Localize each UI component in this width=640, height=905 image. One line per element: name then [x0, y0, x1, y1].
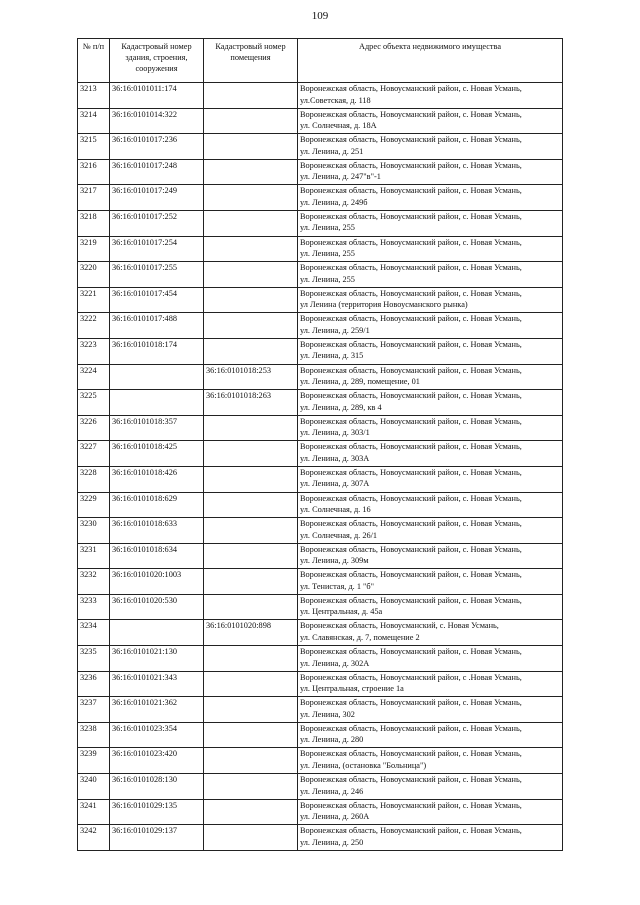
table-row	[78, 108, 563, 134]
cell-building-cadastral: 36:16:0101029:135	[110, 799, 204, 825]
cell-building-cadastral	[110, 390, 204, 416]
address-line: ул. Ленина, д. 246	[300, 786, 364, 796]
table-row	[78, 697, 563, 723]
cell-address	[298, 697, 563, 723]
cell-premises-cadastral	[204, 748, 298, 774]
table-header-row	[78, 39, 563, 83]
cell-address	[298, 390, 563, 416]
address-line: Воронежская область, Новоусманский район, с. Новая Усмань,	[300, 263, 522, 273]
header-premises-cadastral: Кадастровый номер помещения	[204, 39, 298, 83]
cell-address	[298, 569, 563, 595]
address-line: ул Ленина (территория Новоусманского рынка)	[300, 300, 468, 310]
cell-num: 3221	[78, 287, 110, 313]
cell-num: 3235	[78, 646, 110, 672]
cell-building-cadastral: 36:16:0101020:530	[110, 594, 204, 620]
cell-premises-cadastral	[204, 159, 298, 185]
cell-num: 3241	[78, 799, 110, 825]
cell-building-cadastral: 36:16:0101018:357	[110, 415, 204, 441]
address-line: ул. Тенистая, д. 1 "б"	[300, 581, 375, 591]
table-row	[78, 287, 563, 313]
address-line: ул. Славянская, д. 7, помещение 2	[300, 632, 420, 642]
cell-premises-cadastral	[204, 338, 298, 364]
cell-num: 3225	[78, 390, 110, 416]
cell-address	[298, 236, 563, 262]
cell-premises-cadastral	[204, 799, 298, 825]
cell-premises-cadastral	[204, 774, 298, 800]
cell-premises-cadastral	[204, 83, 298, 109]
address-line: Воронежская область, Новоусманский район, с. Новая Усмань,	[300, 519, 522, 529]
cell-premises-cadastral	[204, 415, 298, 441]
cell-building-cadastral	[110, 620, 204, 646]
address-line: ул. Ленина, д. 251	[300, 146, 364, 156]
cell-num: 3236	[78, 671, 110, 697]
cell-num: 3223	[78, 338, 110, 364]
table-row	[78, 594, 563, 620]
cell-address	[298, 646, 563, 672]
cell-premises-cadastral: 36:16:0101018:263	[204, 390, 298, 416]
table-row	[78, 518, 563, 544]
table-row	[78, 210, 563, 236]
address-line: Воронежская область, Новоусманский район, с. Новая Усмань,	[300, 186, 522, 196]
cell-address	[298, 415, 563, 441]
cell-premises-cadastral	[204, 185, 298, 211]
cell-premises-cadastral	[204, 466, 298, 492]
table-row	[78, 185, 563, 211]
cell-address	[298, 210, 563, 236]
address-line: ул. Ленина, д. 315	[300, 351, 364, 361]
cell-building-cadastral: 36:16:0101018:174	[110, 338, 204, 364]
cell-address	[298, 825, 563, 851]
address-line: Воронежская область, Новоусманский район, с. Новая Усмань,	[300, 826, 522, 836]
cell-num: 3218	[78, 210, 110, 236]
cell-address	[298, 466, 563, 492]
cell-address	[298, 671, 563, 697]
address-line: ул. Ленина, (остановка "Больница")	[300, 760, 427, 770]
address-line: Воронежская область, Новоусманский район, с .Новая Усмань,	[300, 672, 522, 682]
property-registry-table	[77, 38, 563, 851]
cell-num: 3216	[78, 159, 110, 185]
cell-premises-cadastral	[204, 287, 298, 313]
cell-building-cadastral: 36:16:0101020:1003	[110, 569, 204, 595]
address-line: Воронежская область, Новоусманский район, с. Новая Усмань,	[300, 775, 522, 785]
address-line: ул. Ленина, д. 302А	[300, 658, 370, 668]
cell-address	[298, 774, 563, 800]
table-row	[78, 671, 563, 697]
cell-num: 3229	[78, 492, 110, 518]
cell-premises-cadastral	[204, 108, 298, 134]
address-line: ул. Ленина, 255	[300, 249, 355, 259]
cell-building-cadastral	[110, 364, 204, 390]
cell-address	[298, 83, 563, 109]
address-line: Воронежская область, Новоусманский район, с. Новая Усмань,	[300, 391, 522, 401]
cell-premises-cadastral: 36:16:0101018:253	[204, 364, 298, 390]
address-line: Воронежская область, Новоусманский, с. Новая Усмань,	[300, 621, 499, 631]
address-line: Воронежская область, Новоусманский район, с. Новая Усмань,	[300, 211, 522, 221]
cell-building-cadastral: 36:16:0101014:322	[110, 108, 204, 134]
cell-num: 3233	[78, 594, 110, 620]
address-line: Воронежская область, Новоусманский район, с. Новая Усмань,	[300, 467, 522, 477]
cell-num: 3227	[78, 441, 110, 467]
cell-num: 3224	[78, 364, 110, 390]
table-row	[78, 646, 563, 672]
cell-premises-cadastral	[204, 518, 298, 544]
address-line: ул. Ленина, д. 260А	[300, 812, 370, 822]
address-line: Воронежская область, Новоусманский район, с. Новая Усмань,	[300, 800, 522, 810]
cell-building-cadastral: 36:16:0101017:454	[110, 287, 204, 313]
cell-address	[298, 492, 563, 518]
table-row	[78, 466, 563, 492]
address-line: ул. Ленина, д. 249б	[300, 197, 368, 207]
address-line: Воронежская область, Новоусманский район, с. Новая Усмань,	[300, 416, 522, 426]
cell-building-cadastral: 36:16:0101023:420	[110, 748, 204, 774]
cell-building-cadastral: 36:16:0101028:130	[110, 774, 204, 800]
cell-building-cadastral: 36:16:0101018:425	[110, 441, 204, 467]
cell-num: 3237	[78, 697, 110, 723]
cell-num: 3242	[78, 825, 110, 851]
address-line: ул. Ленина, д. 247"в"-1	[300, 172, 381, 182]
table-row	[78, 799, 563, 825]
cell-num: 3219	[78, 236, 110, 262]
address-line: ул. Солнечная, д. 16	[300, 505, 371, 514]
address-line: Воронежская область, Новоусманский район, с. Новая Усмань,	[300, 442, 522, 452]
cell-premises-cadastral	[204, 236, 298, 262]
cell-building-cadastral: 36:16:0101017:236	[110, 134, 204, 160]
cell-address	[298, 620, 563, 646]
cell-num: 3215	[78, 134, 110, 160]
address-line: Воронежская область, Новоусманский район, с. Новая Усмань,	[300, 109, 522, 119]
cell-num: 3239	[78, 748, 110, 774]
cell-address	[298, 159, 563, 185]
table-row	[78, 441, 563, 467]
header-num: № п/п	[78, 39, 110, 83]
cell-address	[298, 287, 563, 313]
table-row	[78, 620, 563, 646]
cell-address	[298, 364, 563, 390]
address-line: ул. Центральная, строение 1а	[300, 684, 404, 694]
cell-premises-cadastral	[204, 543, 298, 569]
address-line: ул. Ленина, д. 289, помещение, 01	[300, 377, 420, 387]
table-row	[78, 825, 563, 851]
cell-premises-cadastral	[204, 697, 298, 723]
cell-address	[298, 134, 563, 160]
cell-address	[298, 185, 563, 211]
cell-premises-cadastral: 36:16:0101020:898	[204, 620, 298, 646]
table-row	[78, 262, 563, 288]
address-line: Воронежская область, Новоусманский район, с. Новая Усмань,	[300, 237, 522, 247]
cell-num: 3222	[78, 313, 110, 339]
cell-building-cadastral: 36:16:0101017:249	[110, 185, 204, 211]
address-line: Воронежская область, Новоусманский район, с. Новая Усмань,	[300, 493, 522, 503]
address-line: ул. Центральная, д. 45а	[300, 607, 383, 617]
cell-premises-cadastral	[204, 313, 298, 339]
cell-building-cadastral: 36:16:0101021:130	[110, 646, 204, 672]
cell-building-cadastral: 36:16:0101018:634	[110, 543, 204, 569]
cell-num: 3226	[78, 415, 110, 441]
cell-building-cadastral: 36:16:0101018:633	[110, 518, 204, 544]
cell-num: 3232	[78, 569, 110, 595]
table-row	[78, 134, 563, 160]
address-line: ул. Ленина, д. 307А	[300, 479, 370, 489]
cell-building-cadastral: 36:16:0101018:629	[110, 492, 204, 518]
table-row	[78, 236, 563, 262]
cell-premises-cadastral	[204, 262, 298, 288]
cell-building-cadastral: 36:16:0101017:488	[110, 313, 204, 339]
table-row	[78, 492, 563, 518]
cell-num: 3234	[78, 620, 110, 646]
cell-num: 3214	[78, 108, 110, 134]
cell-premises-cadastral	[204, 210, 298, 236]
address-line: ул. Ленина, д. 309м	[300, 556, 369, 566]
header-building-cadastral: Кадастровый номер здания, строения, сооружения	[110, 39, 204, 83]
address-line: ул. Ленина, д. 250	[300, 837, 364, 847]
cell-address	[298, 594, 563, 620]
cell-num: 3228	[78, 466, 110, 492]
cell-num: 3213	[78, 83, 110, 109]
address-line: Воронежская область, Новоусманский район, с. Новая Усмань,	[300, 288, 522, 298]
cell-building-cadastral: 36:16:0101017:252	[110, 210, 204, 236]
address-line: Воронежская область, Новоусманский район, с. Новая Усмань,	[300, 570, 522, 580]
cell-premises-cadastral	[204, 646, 298, 672]
cell-building-cadastral: 36:16:0101021:343	[110, 671, 204, 697]
cell-building-cadastral: 36:16:0101018:426	[110, 466, 204, 492]
cell-address	[298, 441, 563, 467]
address-line: Воронежская область, Новоусманский район, с. Новая Усмань,	[300, 749, 522, 759]
cell-premises-cadastral	[204, 671, 298, 697]
header-address: Адрес объекта недвижимого имущества	[298, 39, 563, 83]
cell-address	[298, 313, 563, 339]
cell-premises-cadastral	[204, 569, 298, 595]
table-row	[78, 390, 563, 416]
address-line: ул. Ленина, д. 289, кв 4	[300, 402, 382, 412]
table-row	[78, 338, 563, 364]
table-row	[78, 415, 563, 441]
cell-num: 3238	[78, 722, 110, 748]
address-line: Воронежская область, Новоусманский район, с. Новая Усмань,	[300, 135, 522, 145]
address-line: ул. Ленина, д. 280	[300, 735, 364, 745]
table-row	[78, 569, 563, 595]
cell-premises-cadastral	[204, 134, 298, 160]
address-line: Воронежская область, Новоусманский район, с. Новая Усмань,	[300, 339, 522, 349]
table-row	[78, 748, 563, 774]
cell-num: 3217	[78, 185, 110, 211]
cell-address	[298, 108, 563, 134]
address-line: ул. Ленина, д. 259/1	[300, 325, 370, 335]
cell-address	[298, 543, 563, 569]
address-line: ул.Советская, д. 118	[300, 95, 371, 105]
cell-premises-cadastral	[204, 594, 298, 620]
address-line: ул. Ленина, д. 303/1	[300, 428, 370, 438]
cell-building-cadastral: 36:16:0101017:254	[110, 236, 204, 262]
cell-building-cadastral: 36:16:0101017:255	[110, 262, 204, 288]
table-row	[78, 159, 563, 185]
address-line: Воронежская область, Новоусманский район, с. Новая Усмань,	[300, 544, 522, 554]
address-line: ул. Солнечная, д. 18А	[300, 121, 377, 131]
cell-address	[298, 262, 563, 288]
address-line: ул. Солнечная, д. 26/1	[300, 530, 378, 540]
address-line: ул. Ленина, д. 303А	[300, 453, 370, 463]
cell-building-cadastral: 36:16:0101029:137	[110, 825, 204, 851]
address-line: Воронежская область, Новоусманский район, с. Новая Усмань,	[300, 698, 522, 708]
table-row	[78, 313, 563, 339]
table-row	[78, 543, 563, 569]
cell-building-cadastral: 36:16:0101023:354	[110, 722, 204, 748]
address-line: Воронежская область, Новоусманский район, с. Новая Усмань,	[300, 84, 522, 93]
cell-num: 3231	[78, 543, 110, 569]
cell-premises-cadastral	[204, 441, 298, 467]
address-line: Воронежская область, Новоусманский район, с. Новая Усмань,	[300, 723, 522, 733]
cell-building-cadastral: 36:16:0101021:362	[110, 697, 204, 723]
cell-num: 3220	[78, 262, 110, 288]
cell-building-cadastral: 36:16:0101011:174	[110, 83, 204, 109]
address-line: ул. Ленина, 255	[300, 223, 355, 233]
cell-address	[298, 722, 563, 748]
table-row	[78, 774, 563, 800]
address-line: Воронежская область, Новоусманский район, с. Новая Усмань,	[300, 314, 522, 324]
cell-num: 3240	[78, 774, 110, 800]
address-line: ул. Ленина, 255	[300, 274, 355, 284]
cell-num: 3230	[78, 518, 110, 544]
address-line: Воронежская область, Новоусманский район, с. Новая Усмань,	[300, 647, 522, 657]
table-row	[78, 364, 563, 390]
cell-premises-cadastral	[204, 492, 298, 518]
table-row	[78, 83, 563, 109]
address-line: ул. Ленина, 302	[300, 709, 355, 719]
address-line: Воронежская область, Новоусманский район, с. Новая Усмань,	[300, 595, 522, 605]
cell-address	[298, 518, 563, 544]
cell-premises-cadastral	[204, 722, 298, 748]
address-line: Воронежская область, Новоусманский район, с. Новая Усмань,	[300, 365, 522, 375]
cell-address	[298, 748, 563, 774]
table-row	[78, 722, 563, 748]
page-number: 109	[311, 10, 329, 22]
cell-address	[298, 338, 563, 364]
cell-building-cadastral: 36:16:0101017:248	[110, 159, 204, 185]
address-line: Воронежская область, Новоусманский район, с. Новая Усмань,	[300, 160, 522, 170]
cell-premises-cadastral	[204, 825, 298, 851]
cell-address	[298, 799, 563, 825]
